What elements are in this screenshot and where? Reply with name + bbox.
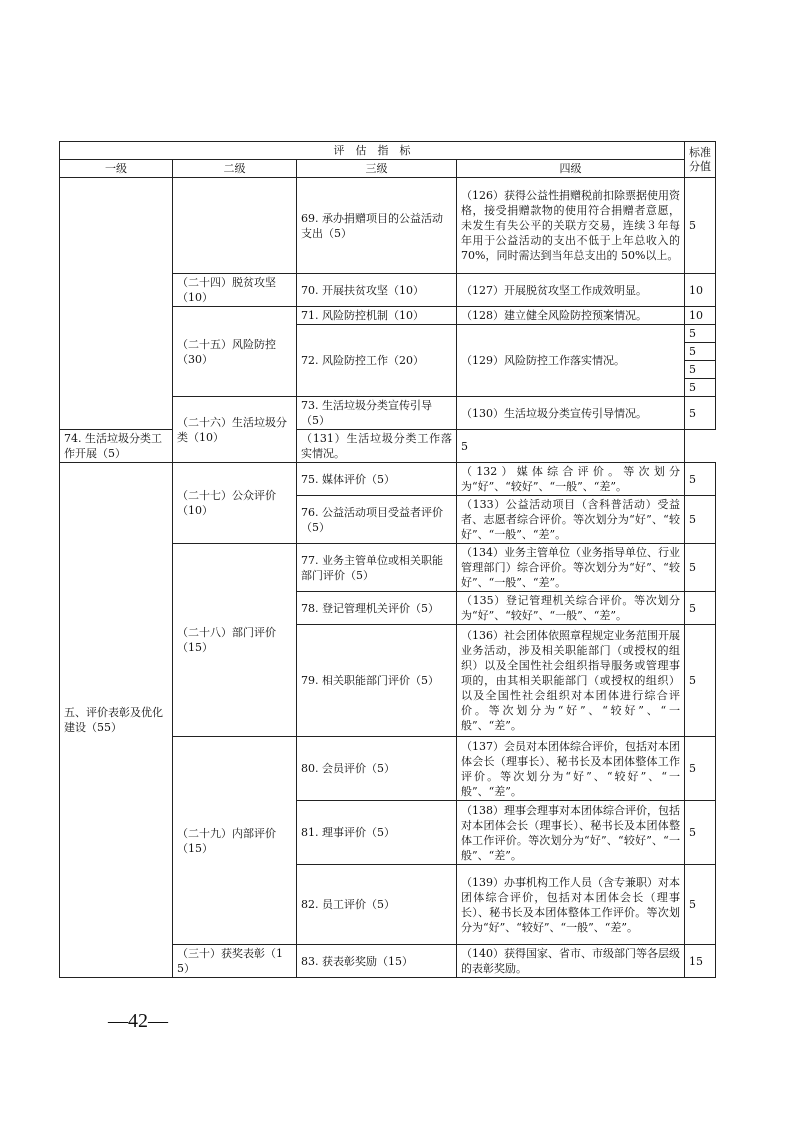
score-cell: 5 bbox=[685, 592, 716, 625]
score-cell: 5 bbox=[685, 325, 716, 343]
level4-cell: （133）公益活动项目（含科普活动）受益者、志愿者综合评价。等次划分为“好”、“较好”、“一般”、“差”。 bbox=[457, 496, 685, 544]
score-cell: 5 bbox=[685, 379, 716, 397]
level3-cell: 77. 业务主管单位或相关职能部门评价（5） bbox=[297, 544, 457, 592]
level2-cell: （二十五）风险防控（30） bbox=[173, 307, 297, 397]
table-row bbox=[60, 463, 716, 496]
level2-cell: （二十七）公众评价（10） bbox=[173, 463, 297, 544]
level4-cell: （132）媒体综合评价。等次划分为“好”、“较好”、“一般”、“差”。 bbox=[457, 463, 685, 496]
evaluation-table bbox=[59, 141, 716, 978]
level4-cell: （131）生活垃圾分类工作落实情况。 bbox=[297, 430, 457, 463]
header-level4: 四级 bbox=[457, 160, 685, 178]
level3-cell: 82. 员工评价（5） bbox=[297, 865, 457, 945]
level4-cell: （138）理事会理事对本团体综合评价，包括对本团体会长（理事长）、秘书长及本团体整体工作评价。等次划分为“好”、“较好”、“一般”、“差”。 bbox=[457, 801, 685, 865]
score-cell: 5 bbox=[685, 865, 716, 945]
score-cell: 10 bbox=[685, 307, 716, 325]
score-cell: 5 bbox=[685, 496, 716, 544]
score-cell: 5 bbox=[685, 801, 716, 865]
level4-cell: （134）业务主管单位（业务指导单位、行业管理部门）综合评价。等次划分为“好”、“较好”、“一般”、“差”。 bbox=[457, 544, 685, 592]
score-cell: 5 bbox=[685, 544, 716, 592]
level3-cell: 83. 获表彰奖励（15） bbox=[297, 945, 457, 978]
level4-cell: （126）获得公益性捐赠税前扣除票据使用资格，接受捐赠款物的使用符合捐赠者意愿，未发生有失公平的关联方交易，连续３年每年用于公益活动的支出不低于上年总收入的 70%，同时需达到当年总支出的 50%以上。 bbox=[457, 178, 685, 274]
level2-cell-empty bbox=[173, 178, 297, 274]
score-cell: 15 bbox=[685, 945, 716, 978]
table-row bbox=[60, 178, 716, 274]
level1-cell-empty bbox=[60, 178, 173, 430]
header-level3: 三级 bbox=[297, 160, 457, 178]
level4-cell: （130）生活垃圾分类宣传引导情况。 bbox=[457, 397, 685, 430]
level2-cell: （二十九）内部评价（15） bbox=[173, 737, 297, 945]
level3-cell: 81. 理事评价（5） bbox=[297, 801, 457, 865]
level4-cell: （139）办事机构工作人员（含专兼职）对本团体综合评价，包括对本团体会长（理事长）、秘书长及本团体整体工作评价。等次划分为“好”、“较好”、“一般”、“差”。 bbox=[457, 865, 685, 945]
header-level2: 二级 bbox=[173, 160, 297, 178]
level3-cell: 69. 承办捐赠项目的公益活动支出（5） bbox=[297, 178, 457, 274]
level4-cell: （127）开展脱贫攻坚工作成效明显。 bbox=[457, 274, 685, 307]
level4-cell: （137）会员对本团体综合评价，包括对本团体会长（理事长）、秘书长及本团体整体工作评价。等次划分为“好”、“较好”、“一般”、“差”。 bbox=[457, 737, 685, 801]
level2-cell: （二十六）生活垃圾分类（10） bbox=[173, 397, 297, 463]
score-cell: 5 bbox=[685, 178, 716, 274]
level3-cell: 80. 会员评价（5） bbox=[297, 737, 457, 801]
header-eval-index: 评 估 指 标 bbox=[60, 142, 685, 160]
score-cell: 5 bbox=[685, 737, 716, 801]
header-standard-score: 标准分值 bbox=[685, 142, 716, 178]
header-level1: 一级 bbox=[60, 160, 173, 178]
score-cell: 5 bbox=[457, 430, 685, 463]
level4-cell: （129）风险防控工作落实情况。 bbox=[457, 325, 685, 397]
level4-cell: （140）获得国家、省市、市级部门等各层级的表彰奖励。 bbox=[457, 945, 685, 978]
level3-cell: 75. 媒体评价（5） bbox=[297, 463, 457, 496]
level4-cell: （128）建立健全风险防控预案情况。 bbox=[457, 307, 685, 325]
score-cell: 10 bbox=[685, 274, 716, 307]
score-cell: 5 bbox=[685, 343, 716, 361]
level4-cell: （136）社会团体依照章程规定业务范围开展业务活动，涉及相关职能部门（或授权的组织）以及全国性社会组织指导服务或管理事项的，由其相关职能部门（或授权的组织）以及全国性社会组织对本团体进行综合评价。等次划分为“好”、“较好”、“一般”、“差”。 bbox=[457, 625, 685, 737]
level4-cell: （135）登记管理机关综合评价。等次划分为“好”、“较好”、“一般”、“差”。 bbox=[457, 592, 685, 625]
level3-cell: 71. 风险防控机制（10） bbox=[297, 307, 457, 325]
level3-cell: 74. 生活垃圾分类工作开展（5） bbox=[60, 430, 173, 463]
page-number: —42— bbox=[108, 1010, 168, 1032]
table-row bbox=[60, 430, 716, 463]
score-cell: 5 bbox=[685, 397, 716, 430]
score-cell: 5 bbox=[685, 625, 716, 737]
level2-cell: （二十八）部门评价（15） bbox=[173, 544, 297, 737]
score-cell: 5 bbox=[685, 463, 716, 496]
level2-cell: （三十）获奖表彰（15） bbox=[173, 945, 297, 978]
level3-cell: 72. 风险防控工作（20） bbox=[297, 325, 457, 397]
level1-cell: 五、评价表彰及优化建设（55） bbox=[60, 463, 173, 978]
level3-cell: 70. 开展扶贫攻坚（10） bbox=[297, 274, 457, 307]
level2-cell: （二十四）脱贫攻坚（10） bbox=[173, 274, 297, 307]
level3-cell: 79. 相关职能部门评价（5） bbox=[297, 625, 457, 737]
level3-cell: 73. 生活垃圾分类宣传引导（5） bbox=[297, 397, 457, 430]
level3-cell: 76. 公益活动项目受益者评价（5） bbox=[297, 496, 457, 544]
score-cell: 5 bbox=[685, 361, 716, 379]
level3-cell: 78. 登记管理机关评价（5） bbox=[297, 592, 457, 625]
